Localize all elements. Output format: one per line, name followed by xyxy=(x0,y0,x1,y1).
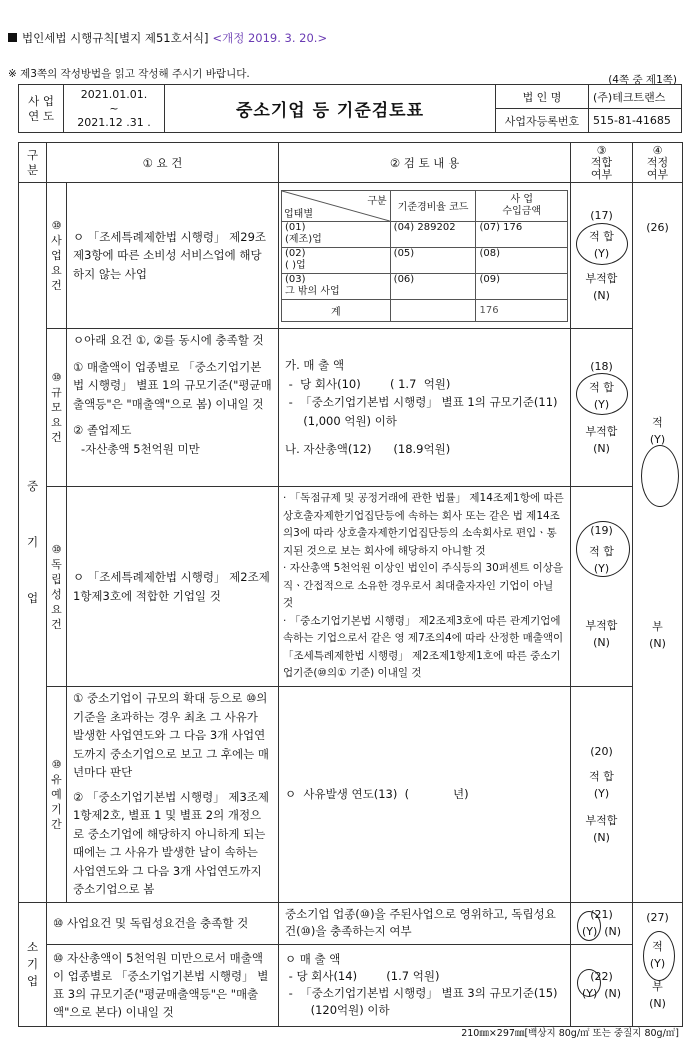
biz-no-label: 사업자등록번호 xyxy=(496,109,589,133)
circle-mark xyxy=(576,223,628,265)
fit-103: (19) 적 합 (Y) 부적합 (N) xyxy=(571,487,633,687)
circle-mark xyxy=(641,445,679,507)
fit-105: (21) (Y) (N) xyxy=(571,902,633,944)
review-105: 중소기업 업종(⑩)을 주된사업으로 영위하고, 독립성요건(⑩)을 충족하는지 여부 xyxy=(279,902,571,944)
sub-h-gubun: 구분 xyxy=(367,195,387,207)
judge-midsize-no: 부 (N) xyxy=(649,620,666,650)
sub-type-2: (02) ( )업 xyxy=(282,247,391,273)
col-requirement: ① 요 건 xyxy=(47,143,279,183)
code-101: ⑩ 사 업 요 건 xyxy=(47,183,67,329)
fit-106: (22) (Y) (N) xyxy=(571,944,633,1026)
corp-name: (주)테크트랜스 xyxy=(589,85,682,109)
sub-total-value: 176 xyxy=(476,299,568,321)
judge-midsize-yes: 적 (Y) xyxy=(649,416,666,446)
form-reference: 법인세법 시행규칙[별지 제51호서식] <개정 2019. 3. 20.> xyxy=(8,30,327,46)
square-bullet-icon xyxy=(8,33,17,42)
judge-small: (27) 적 (Y) 부 (N) xyxy=(633,902,683,1026)
req-105: ⑩ 사업요건 및 독립성요건을 충족할 것 xyxy=(47,902,279,944)
year-label: 사 업 연 도 xyxy=(19,85,64,133)
paper-spec: 210㎜×297㎜[백상지 80g/㎡ 또는 중질지 80g/㎡] xyxy=(461,1028,679,1039)
review-104: ㅇ 사유발생 연도(13) ( 년) xyxy=(279,687,571,903)
page-number: (4쪽 중 제1쪽) xyxy=(608,74,677,86)
circle-mark xyxy=(576,373,628,415)
review-101 xyxy=(279,183,571,329)
req-103: ㅇ 「조세특례제한법 시행령」 제2조제1항제3호에 적합한 기업일 것 xyxy=(67,487,279,687)
sub-h-type: 업태별 xyxy=(284,208,313,220)
review-106: ㅇ 매 출 액 - 당 회사(14) (1.7 억원) - 「중소기업기본법 시행령」 별표 3의 규모기준(15) (120억원) 이하 xyxy=(279,944,571,1026)
indep-item-1: · 「독점규제 및 공정거래에 관한 법률」 제14조제1항에 따른 상호출자제한기업집단등에 속하는 회사 또는 같은 법 제14조의3에 따라 상호출자제한기업집단등의 소속회사로 편입ㆍ통지된 것으로 보는 회사에 해당하지 아니할 것 xyxy=(283,492,564,557)
fit-101-yes: 적 합 (Y) xyxy=(589,230,614,260)
circle-mark xyxy=(577,911,601,941)
judge-midsize: (26) 적 (Y) 부 (N) xyxy=(633,183,683,903)
sub-type-1: (01) (제조)업 xyxy=(282,221,391,247)
req-106: ⑩ 자산총액이 5천억원 미만으로서 매출액이 업종별로 「중소기업기본법 시행령」 별표 3의 규모기준("평균매출액등"은 "매출액"으로 본다) 이내일 것 xyxy=(47,944,279,1026)
indep-item-3: · 「중소기업기본법 시행령」 제2조제3호에 따른 관계기업에 속하는 기업으로서 같은 영 제7조의4에 따라 산정한 매출액이 「조세특례제한법 시행령」 제2조제1항제1호에 따른 중소기업기준(⑩의① 기준) 이내일 것 xyxy=(283,614,564,680)
code-104: ⑩ 유 예 기 간 xyxy=(47,687,67,903)
circle-mark xyxy=(576,521,630,577)
review-103 xyxy=(279,487,571,687)
period: 2021.01.01. ~ 2021.12 .31 . xyxy=(64,85,165,133)
group-small: 소 기 업 xyxy=(19,902,47,1026)
col-category: 구 분 xyxy=(19,143,47,183)
sub-amount-2: (08) xyxy=(476,247,568,273)
col-fit: ③ 적합 여부 xyxy=(571,143,633,183)
biz-no: 515-81-41685 xyxy=(589,109,682,133)
fit-104: (20) 적 합 (Y) 부적합 (N) xyxy=(571,687,633,903)
sub-h-code: 기준경비율 코드 xyxy=(390,190,476,221)
code-103: ⑩ 독 립 성 요 건 xyxy=(47,487,67,687)
group-midsize: 중 기 업 xyxy=(19,183,47,903)
sub-h-amount: 사 업 수입금액 xyxy=(476,190,568,221)
sub-amount-1: (07) 176 xyxy=(476,221,568,247)
sub-amount-3: (09) xyxy=(476,273,568,299)
review-102: 가. 매 출 액 - 당 회사(10) ( 1.7 억원) - 「중소기업기본법 시행령」 별표 1의 규모기준(11) (1,000 억원) 이하 나. 자산총액(12) (18.9억원) xyxy=(279,329,571,487)
circle-mark xyxy=(577,969,601,997)
req-104: ① 중소기업이 규모의 확대 등으로 ⑩의 기준을 초과하는 경우 최초 그 사유가 발생한 사업연도와 그 다음 3개 사업연도까지 중소기업으로 보고 그 후에는 매년마다 판단 ② 「중소기업기본법 시행령」 제3조제1항제2호, 별표 1 및 별표 2의 개정으로 중소기업에 해당하지 아니하게 되는 때에는 그 사유가 발생한 날이 속하는 사업연도와 그 다음 3개 사업연도까지 중소기업으로 봄 xyxy=(67,687,279,903)
sub-type-3: (03) 그 밖의 사업 xyxy=(282,273,391,299)
sub-total-label: 계 xyxy=(282,299,391,321)
review-table xyxy=(18,142,683,1027)
req-102: ㅇ아래 요건 ①, ②를 동시에 충족할 것 ① 매출액이 업종별로 「중소기업기본법 시행령」 별표 1의 규모기준("평균매출액등"은 "매출액"으로 봄) 이내일 것 ② 졸업제도 -자산총액 5천억원 미만 xyxy=(67,329,279,487)
fit-101-no: 부적합 (N) xyxy=(585,272,618,302)
sub-code-3: (06) xyxy=(390,273,476,299)
instruction-note: ※ 제3쪽의 작성방법을 읽고 작성해 주시기 바랍니다. xyxy=(8,68,250,80)
sub-code-2: (05) xyxy=(390,247,476,273)
sub-diag-header xyxy=(282,190,391,221)
page-title: 중소기업 등 기준검토표 xyxy=(165,85,496,133)
col-judge: ④ 적정 여부 xyxy=(633,143,683,183)
code-102: ⑩ 규 모 요 건 xyxy=(47,329,67,487)
revision-date: <개정 2019. 3. 20.> xyxy=(212,31,328,45)
info-table xyxy=(18,84,682,133)
col-review: ② 검 토 내 용 xyxy=(279,143,571,183)
indep-item-2: · 자산총액 5천억원 이상인 법인이 주식등의 30퍼센트 이상을 직ㆍ간접적으로 소유한 경우로서 최대출자자인 기업이 아닐 것 xyxy=(283,562,564,610)
fit-101: (17) 적 합 (Y) 부적합 (N) xyxy=(571,183,633,329)
biz-income-table xyxy=(281,190,568,322)
req-101: ㅇ 「조세특례제한법 시행령」 제29조제3항에 따른 소비성 서비스업에 해당하지 않는 사업 xyxy=(67,183,279,329)
fit-102: (18) 적 합 (Y) 부적합 (N) xyxy=(571,329,633,487)
corp-name-label: 법 인 명 xyxy=(496,85,589,109)
sub-code-1: (04) 289202 xyxy=(390,221,476,247)
circle-mark xyxy=(643,931,675,981)
